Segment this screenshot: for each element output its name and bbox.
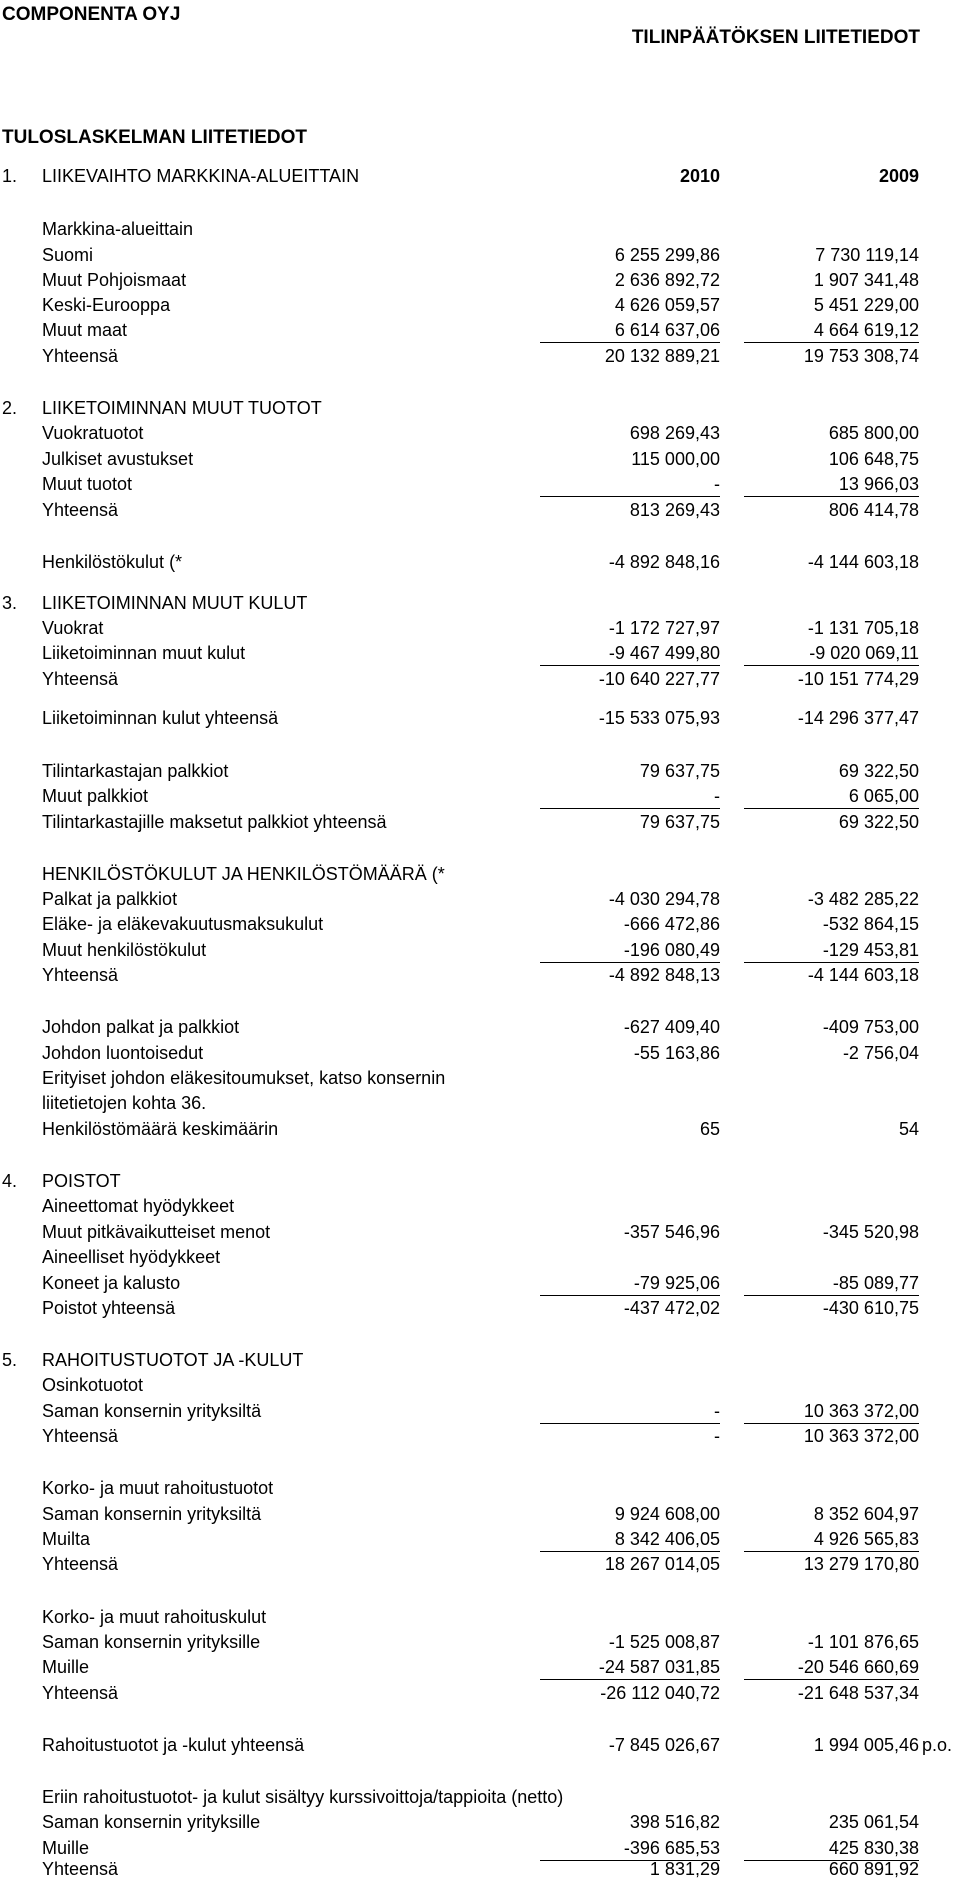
value-2009: 5 451 229,00 [813,295,919,315]
value-2010: 79 637,75 [639,812,720,832]
value-2009: 8 352 604,97 [813,1504,919,1524]
value-2010: 398 516,82 [629,1812,720,1832]
table-row [0,1732,960,1758]
row-label: HENKILÖSTÖKULUT JA HENKILÖSTÖMÄÄRÄ (* [42,864,445,884]
value-2009: -20 546 660,69 [722,1654,919,1680]
value-2010: 65 [699,1119,720,1139]
table-row [0,1423,960,1449]
table-row [0,1654,960,1680]
table-row [0,1784,960,1810]
table-row [0,1244,960,1270]
value-2009: -409 753,00 [822,1017,919,1037]
row-label: Muut Pohjoismaat [42,270,187,290]
value-2009: -129 453,81 [722,937,919,963]
value-2010: -9 467 499,80 [500,640,720,666]
table-row [0,1551,960,1577]
value-2010: -357 546,96 [623,1222,720,1242]
table-row [0,809,960,835]
value-2009: 7 730 119,14 [815,245,919,265]
table-row [0,886,960,912]
section-number: 1. [2,166,18,186]
row-label: Yhteensä [42,965,119,985]
row-label: Tilintarkastajan palkkiot [42,761,229,781]
row-label: Muille [42,1838,90,1858]
value-2009: 235 061,54 [828,1812,919,1832]
row-label: Liiketoiminnan kulut yhteensä [42,708,279,728]
value-2010: 18 267 014,05 [604,1554,720,1574]
table-row [0,1040,960,1066]
table-row [0,216,960,242]
table-row [0,343,960,369]
value-2009: 425 830,38 [722,1835,919,1861]
table-row [0,267,960,293]
value-2010: -15 533 075,93 [598,708,720,728]
value-2009: 4 664 619,12 [722,317,919,343]
value-2010: 2 636 892,72 [614,270,720,290]
section-number: 5. [2,1350,18,1370]
value-2010: -1 172 727,97 [608,618,720,638]
value-2009: 2009 [878,166,919,186]
table-row [0,1629,960,1655]
table-row [0,640,960,666]
value-2009: 69 322,50 [838,812,919,832]
value-2010: -666 472,86 [623,914,720,934]
row-label: Liiketoiminnan muut kulut [42,643,246,663]
row-label: Saman konsernin yrityksiltä [42,1504,262,1524]
row-label: Yhteensä [42,1426,119,1446]
row-label: Tilintarkastajille maksetut palkkiot yhteensä [42,812,387,832]
table-row [0,1475,960,1501]
table-row [0,1501,960,1527]
value-2009: 660 891,92 [828,1859,919,1879]
table-row [0,242,960,268]
value-2009: -345 520,98 [822,1222,919,1242]
value-2009: -9 020 069,11 [722,640,919,666]
value-2009: 106 648,75 [828,449,919,469]
table-row [0,446,960,472]
row-label: Eriin rahoitustuotot- ja kulut sisältyy kurssivoittoja/tappioita (netto) [42,1787,564,1807]
row-label: Muut henkilöstökulut [42,940,207,960]
value-2009: 19 753 308,74 [803,346,919,366]
value-2009: -1 131 705,18 [807,618,919,638]
value-2009: 806 414,78 [828,500,919,520]
section-heading: TULOSLASKELMAN LIITETIEDOT [2,127,308,148]
value-2009: -14 296 377,47 [797,708,919,728]
row-label: Korko- ja muut rahoituskulut [42,1607,267,1627]
value-2010: 20 132 889,21 [604,346,720,366]
table-row [0,292,960,318]
value-2010: -55 163,86 [633,1043,720,1063]
row-label: LIIKETOIMINNAN MUUT KULUT [42,593,308,613]
value-2010: - [714,1426,720,1446]
value-2009: -532 864,15 [822,914,919,934]
row-label: Muut tuotot [42,474,133,494]
table-row [0,937,960,963]
row-label: Aineelliset hyödykkeet [42,1247,221,1267]
row-label: Yhteensä [42,1554,119,1574]
row-label: Muut palkkiot [42,786,149,806]
value-2009: -85 089,77 [722,1270,919,1296]
table-row [0,705,960,731]
value-2010: 8 342 406,05 [500,1526,720,1552]
table-row [0,1809,960,1835]
row-label: Erityiset johdon eläkesitoumukset, katso konsernin [42,1068,446,1088]
value-2010: 2010 [679,166,720,186]
value-2009: 10 363 372,00 [803,1426,919,1446]
row-label: POISTOT [42,1171,121,1191]
row-label: Palkat ja palkkiot [42,889,178,909]
row-label: Poistot yhteensä [42,1298,176,1318]
table-row [0,395,960,421]
row-label: Rahoitustuotot ja -kulut yhteensä [42,1735,305,1755]
table-row [0,1090,960,1116]
value-2009: 13 279 170,80 [803,1554,919,1574]
row-label: Yhteensä [42,669,119,689]
value-2010: 4 626 059,57 [614,295,720,315]
table-row [0,615,960,641]
row-label: Julkiset avustukset [42,449,194,469]
value-2010: -24 587 031,85 [500,1654,720,1680]
row-label: Keski-Eurooppa [42,295,171,315]
row-label: Vuokrat [42,618,104,638]
row-label: Koneet ja kalusto [42,1273,181,1293]
table-row [0,163,960,189]
value-2010: -1 525 008,87 [608,1632,720,1652]
table-row [0,590,960,616]
value-2010: 6 614 637,06 [500,317,720,343]
value-2009: 69 322,50 [838,761,919,781]
value-2010: -79 925,06 [500,1270,720,1296]
value-2010: -26 112 040,72 [600,1683,720,1703]
value-2010: - [500,471,720,497]
table-row [0,317,960,343]
value-2010: -4 030 294,78 [608,889,720,909]
table-row [0,666,960,692]
document-title: TILINPÄÄTÖKSEN LIITETIEDOT [631,27,920,48]
row-label: RAHOITUSTUOTOT JA -KULUT [42,1350,304,1370]
value-2009: -10 151 774,29 [797,669,919,689]
value-2010: - [500,783,720,809]
table-row [0,1116,960,1142]
table-row [0,497,960,523]
table-row [0,758,960,784]
value-2009: 10 363 372,00 [722,1398,919,1424]
value-2010: 6 255 299,86 [614,245,720,265]
row-label: Eläke- ja eläkevakuutusmaksukulut [42,914,324,934]
value-2009: -1 101 876,65 [807,1632,919,1652]
table-row [0,1398,960,1424]
row-label: Johdon palkat ja palkkiot [42,1017,240,1037]
value-2009: 54 [898,1119,919,1139]
table-row [0,783,960,809]
value-2009: 13 966,03 [722,471,919,497]
section-number: 3. [2,593,18,613]
table-row [0,1270,960,1296]
table-row [0,1526,960,1552]
value-2010: -437 472,02 [623,1298,720,1318]
table-row [0,1604,960,1630]
row-label: Saman konsernin yrityksiltä [42,1401,262,1421]
row-label: Muut pitkävaikutteiset menot [42,1222,271,1242]
value-2009: -430 610,75 [822,1298,919,1318]
row-label: Muille [42,1657,90,1677]
value-2010: 79 637,75 [639,761,720,781]
table-row [0,1347,960,1373]
table-row [0,1295,960,1321]
value-2010: -4 892 848,13 [608,965,720,985]
value-2009: 6 065,00 [722,783,919,809]
row-label: LIIKEVAIHTO MARKKINA-ALUEITTAIN [42,166,360,186]
row-label: liitetietojen kohta 36. [42,1093,207,1113]
value-2010: -4 892 848,16 [608,552,720,572]
value-2009: 4 926 565,83 [722,1526,919,1552]
row-label: Muilta [42,1529,91,1549]
table-row [0,911,960,937]
table-row [0,549,960,575]
value-2009: -4 144 603,18 [807,552,919,572]
row-label: Yhteensä [42,500,119,520]
table-row [0,1680,960,1706]
value-2009: -4 144 603,18 [807,965,919,985]
row-label: Suomi [42,245,94,265]
company-name: COMPONENTA OYJ [2,4,181,25]
row-label: Muut maat [42,320,128,340]
row-label: Markkina-alueittain [42,219,194,239]
section-number: 2. [2,398,18,418]
value-2010: -196 080,49 [500,937,720,963]
table-row [0,471,960,497]
row-label: Korko- ja muut rahoitustuotot [42,1478,274,1498]
row-label: Henkilöstömäärä keskimäärin [42,1119,279,1139]
section-number: 4. [2,1171,18,1191]
table-row [0,1168,960,1194]
row-label: Aineettomat hyödykkeet [42,1196,235,1216]
value-2009: 685 800,00 [828,423,919,443]
correction-note: p.o. [922,1735,953,1755]
value-2009: -2 756,04 [842,1043,919,1063]
value-2009: 1 994 005,46 [813,1735,919,1755]
value-2010: 698 269,43 [629,423,720,443]
table-row [0,1856,960,1882]
value-2009: 1 907 341,48 [813,270,919,290]
row-label: Osinkotuotot [42,1375,144,1395]
table-row [0,1219,960,1245]
row-label: Saman konsernin yrityksille [42,1812,261,1832]
row-label: Saman konsernin yrityksille [42,1632,261,1652]
row-label: Johdon luontoisedut [42,1043,204,1063]
table-row [0,1065,960,1091]
table-row [0,420,960,446]
table-row [0,861,960,887]
value-2009: -21 648 537,34 [797,1683,919,1703]
table-row [0,1193,960,1219]
value-2010: -7 845 026,67 [608,1735,720,1755]
row-label: Vuokratuotot [42,423,144,443]
value-2010: -627 409,40 [623,1017,720,1037]
value-2010: -396 685,53 [500,1835,720,1861]
row-label: Yhteensä [42,1859,119,1879]
value-2010: 813 269,43 [629,500,720,520]
value-2010: -10 640 227,77 [598,669,720,689]
row-label: Yhteensä [42,1683,119,1703]
row-label: Henkilöstökulut (* [42,552,183,572]
value-2010: 1 831,29 [649,1859,720,1879]
value-2010: 115 000,00 [631,449,720,469]
value-2009: -3 482 285,22 [807,889,919,909]
value-2010: - [500,1398,720,1424]
row-label: LIIKETOIMINNAN MUUT TUOTOT [42,398,322,418]
table-row [0,1014,960,1040]
table-row [0,962,960,988]
value-2010: 9 924 608,00 [614,1504,720,1524]
row-label: Yhteensä [42,346,119,366]
table-row [0,1372,960,1398]
